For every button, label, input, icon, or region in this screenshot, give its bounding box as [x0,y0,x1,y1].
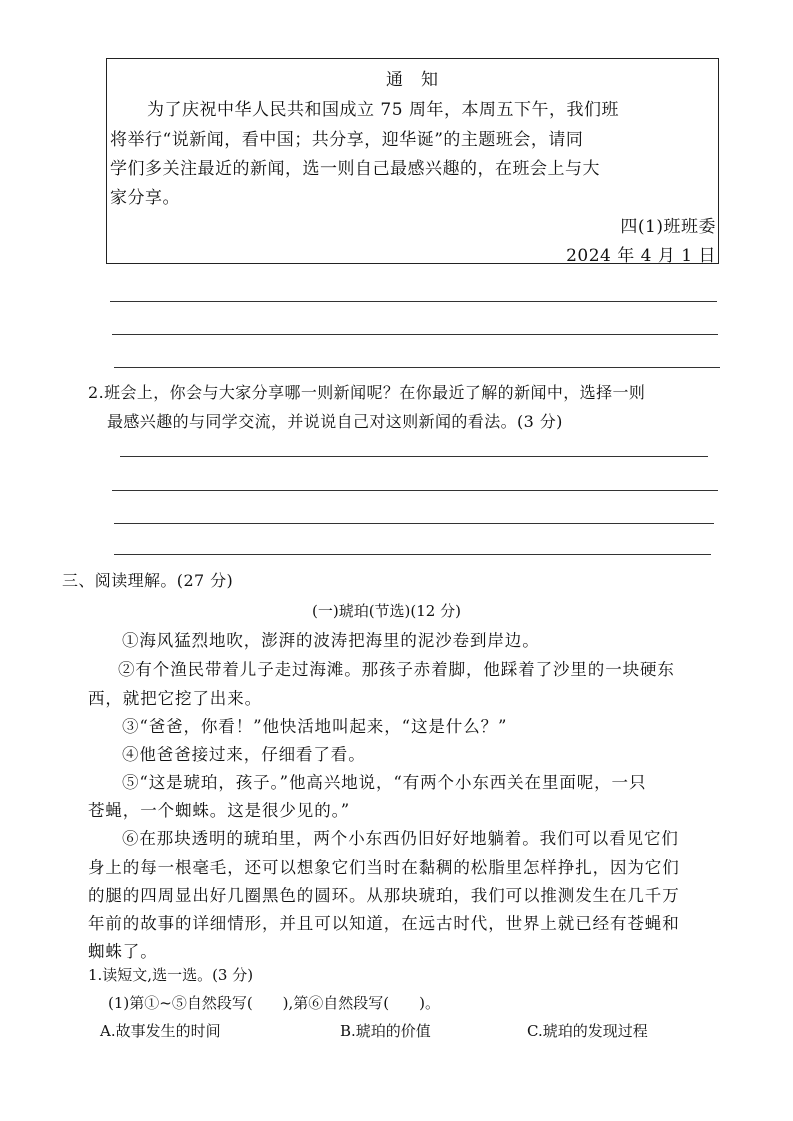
question-2-text: 最感兴趣的与同学交流，并说说自己对这则新闻的看法。(3 分) [107,412,563,431]
paragraph-6: ⑥在那块透明的琥珀里，两个小东西仍旧好好地躺着。我们可以看见它们 [122,829,679,848]
question-1-sub: (1)第①~⑤自然段写( ),第⑥自然段写( )。 [108,994,440,1012]
notice-signature: 四(1)班班委 [620,217,716,237]
notice-line: 为了庆祝中华人民共和国成立 75 周年，本周五下午，我们班 [147,100,619,120]
paragraph-5: 苍蝇，一个蜘蛛。这是很少见的。” [88,801,351,820]
paragraph-1: ①海风猛烈地吹，澎湃的波涛把海里的泥沙卷到岸边。 [122,631,540,650]
paragraph-3: ③“爸爸，你看！”他快活地叫起来，“这是什么？” [122,717,508,736]
option-c[interactable]: C.琥珀的发现过程 [527,1022,648,1040]
answer-line[interactable] [110,301,717,302]
answer-line[interactable] [114,554,711,555]
option-b[interactable]: B.琥珀的价值 [340,1022,431,1040]
paragraph-4: ④他爸爸接过来，仔细看了看。 [122,745,366,764]
notice-line: 将举行“说新闻，看中国；共分享，迎华诞”的主题班会，请同 [110,130,584,150]
paragraph-2: 西，就把它挖了出来。 [88,689,262,708]
paragraph-5: ⑤“这是琥珀，孩子。”他高兴地说，“有两个小东西关在里面呢，一只 [122,773,647,792]
notice-date: 2024 年 4 月 1 日 [566,246,716,266]
notice-title: 通 知 [386,70,439,90]
section-heading: 三、阅读理解。(27 分) [62,571,234,590]
answer-line[interactable] [114,367,720,368]
answer-line[interactable] [114,523,714,524]
paragraph-6: 身上的每一根毫毛，还可以想象它们当时在黏稠的松脂里怎样挣扎，因为它们 [88,858,680,877]
question-1-stem: 1.读短文,选一选。(3 分) [88,966,254,984]
notice-line: 学们多关注最近的新闻，选一则自己最感兴趣的，在班会上与大 [110,159,600,179]
paragraph-6: 的腿的四周显出好几圈黑色的圆环。从那块琥珀，我们可以推测发生在几千万 [88,886,680,905]
answer-line[interactable] [120,456,708,457]
paragraph-2: ②有个渔民带着儿子走过海滩。那孩子赤着脚，他踩着了沙里的一块硬东 [118,660,675,679]
notice-line: 家分享。 [110,188,180,208]
question-2-text: 2.班会上，你会与大家分享哪一则新闻呢？在你最近了解的新闻中，选择一则 [88,383,646,402]
answer-line[interactable] [112,490,718,491]
passage-title: (一)琥珀(节选)(12 分) [312,602,461,620]
paragraph-6: 蜘蛛了。 [88,942,158,961]
paragraph-6: 年前的故事的详细情形，并且可以知道，在远古时代，世界上就已经有苍蝇和 [88,914,680,933]
notice-box [106,58,719,264]
answer-line[interactable] [112,334,718,335]
option-a[interactable]: A.故事发生的时间 [100,1022,221,1040]
